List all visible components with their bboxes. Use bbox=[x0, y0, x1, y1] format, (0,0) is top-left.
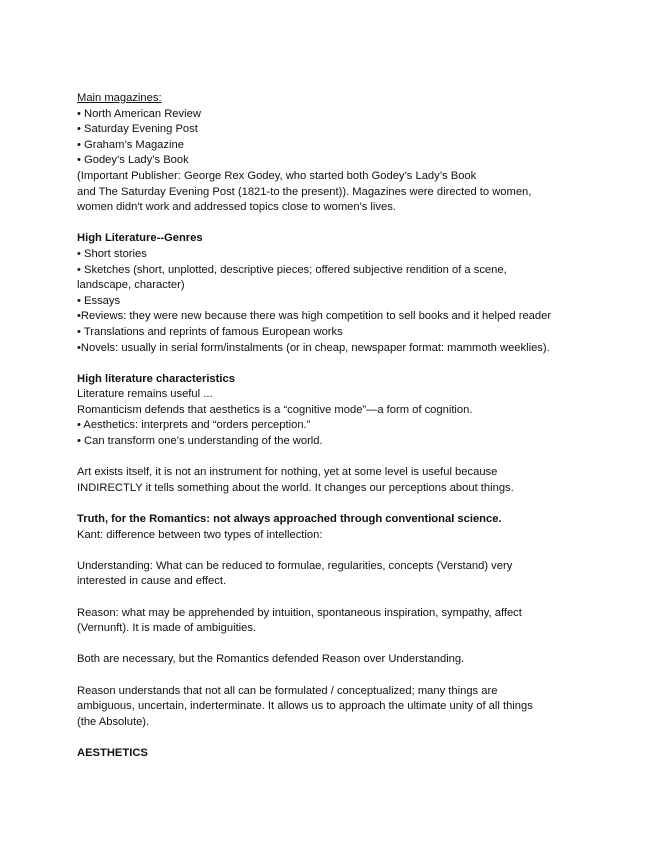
genre-line: • Translations and reprints of famous European works bbox=[77, 325, 343, 338]
genre-line: •Novels: usually in serial form/instalments (or in cheap, newspaper format: mammoth weeklies). bbox=[77, 341, 550, 354]
art-line: Art exists itself, it is not an instrument for nothing, yet at some level is useful because bbox=[77, 466, 498, 479]
genres-heading: High Literature--Genres bbox=[77, 232, 203, 245]
paragraph-gap bbox=[77, 356, 637, 372]
genre-line: landscape, character) bbox=[77, 279, 185, 292]
genre-line: • Sketches (short, unplotted, descriptive pieces; offered subjective rendition of a scene, bbox=[77, 263, 507, 276]
document-body bbox=[77, 91, 637, 762]
magazines-note-line: (Important Publisher: George Rex Godey, who started both Godey’s Lady’s Book bbox=[77, 169, 477, 182]
magazines-note-line: and The Saturday Evening Post (1821-to the present)). Magazines were directed to women, bbox=[77, 185, 532, 198]
truth-heading: Truth, for the Romantics: not always approached through conventional science. bbox=[77, 513, 502, 526]
understanding-line: interested in cause and effect. bbox=[77, 575, 227, 588]
magazines-note-line: women didn't work and addressed topics close to women's lives. bbox=[77, 201, 396, 214]
genres-section bbox=[77, 231, 637, 356]
magazine-item: • North American Review bbox=[77, 107, 201, 120]
both-line: Both are necessary, but the Romantics defended Reason over Understanding. bbox=[77, 653, 465, 666]
truth-section bbox=[77, 512, 637, 730]
magazine-item: • Godey’s Lady’s Book bbox=[77, 154, 189, 167]
genre-line: • Short stories bbox=[77, 247, 147, 260]
characteristics-line: Romanticism defends that aesthetics is a “cognitive mode”—a form of cognition. bbox=[77, 403, 473, 416]
genre-line: •Reviews: they were new because there was high competition to sell books and it helped reader bbox=[77, 310, 552, 323]
magazine-item: • Saturday Evening Post bbox=[77, 123, 198, 136]
paragraph-gap bbox=[77, 450, 637, 466]
characteristics-line: Literature remains useful ... bbox=[77, 388, 213, 401]
paragraph-gap bbox=[77, 668, 637, 684]
paragraph-gap bbox=[77, 637, 637, 653]
paragraph-gap bbox=[77, 730, 637, 746]
understanding-line: Understanding: What can be reduced to formulae, regularities, concepts (Verstand) very bbox=[77, 559, 513, 572]
reason-more-line: Reason understands that not all can be formulated / conceptualized; many things are bbox=[77, 684, 498, 697]
reason-line: (Vernunft). It is made of ambiguities. bbox=[77, 622, 257, 635]
genre-line: • Essays bbox=[77, 294, 121, 307]
characteristics-heading: High literature characteristics bbox=[77, 372, 235, 385]
reason-line: Reason: what may be apprehended by intuition, spontaneous inspiration, sympathy, affect bbox=[77, 606, 522, 619]
characteristics-line: • Aesthetics: interprets and “orders perception.” bbox=[77, 419, 311, 432]
kant-line: Kant: difference between two types of intellection: bbox=[77, 528, 323, 541]
paragraph-gap bbox=[77, 216, 637, 232]
magazines-section bbox=[77, 91, 637, 216]
characteristics-section bbox=[77, 372, 637, 450]
magazine-item: • Graham’s Magazine bbox=[77, 138, 184, 151]
reason-more-line: (the Absolute). bbox=[77, 715, 150, 728]
paragraph-gap bbox=[77, 590, 637, 606]
paragraph-gap bbox=[77, 496, 637, 512]
art-paragraph bbox=[77, 465, 637, 496]
paragraph-gap bbox=[77, 543, 637, 559]
aesthetics-heading: AESTHETICS bbox=[77, 746, 148, 759]
art-line: INDIRECTLY it tells something about the world. It changes our perceptions about things. bbox=[77, 481, 514, 494]
reason-more-line: ambiguous, uncertain, inderterminate. It allows us to approach the ultimate unity of all things bbox=[77, 700, 533, 713]
characteristics-line: • Can transform one’s understanding of the world. bbox=[77, 435, 323, 448]
magazines-heading: Main magazines: bbox=[77, 92, 162, 104]
